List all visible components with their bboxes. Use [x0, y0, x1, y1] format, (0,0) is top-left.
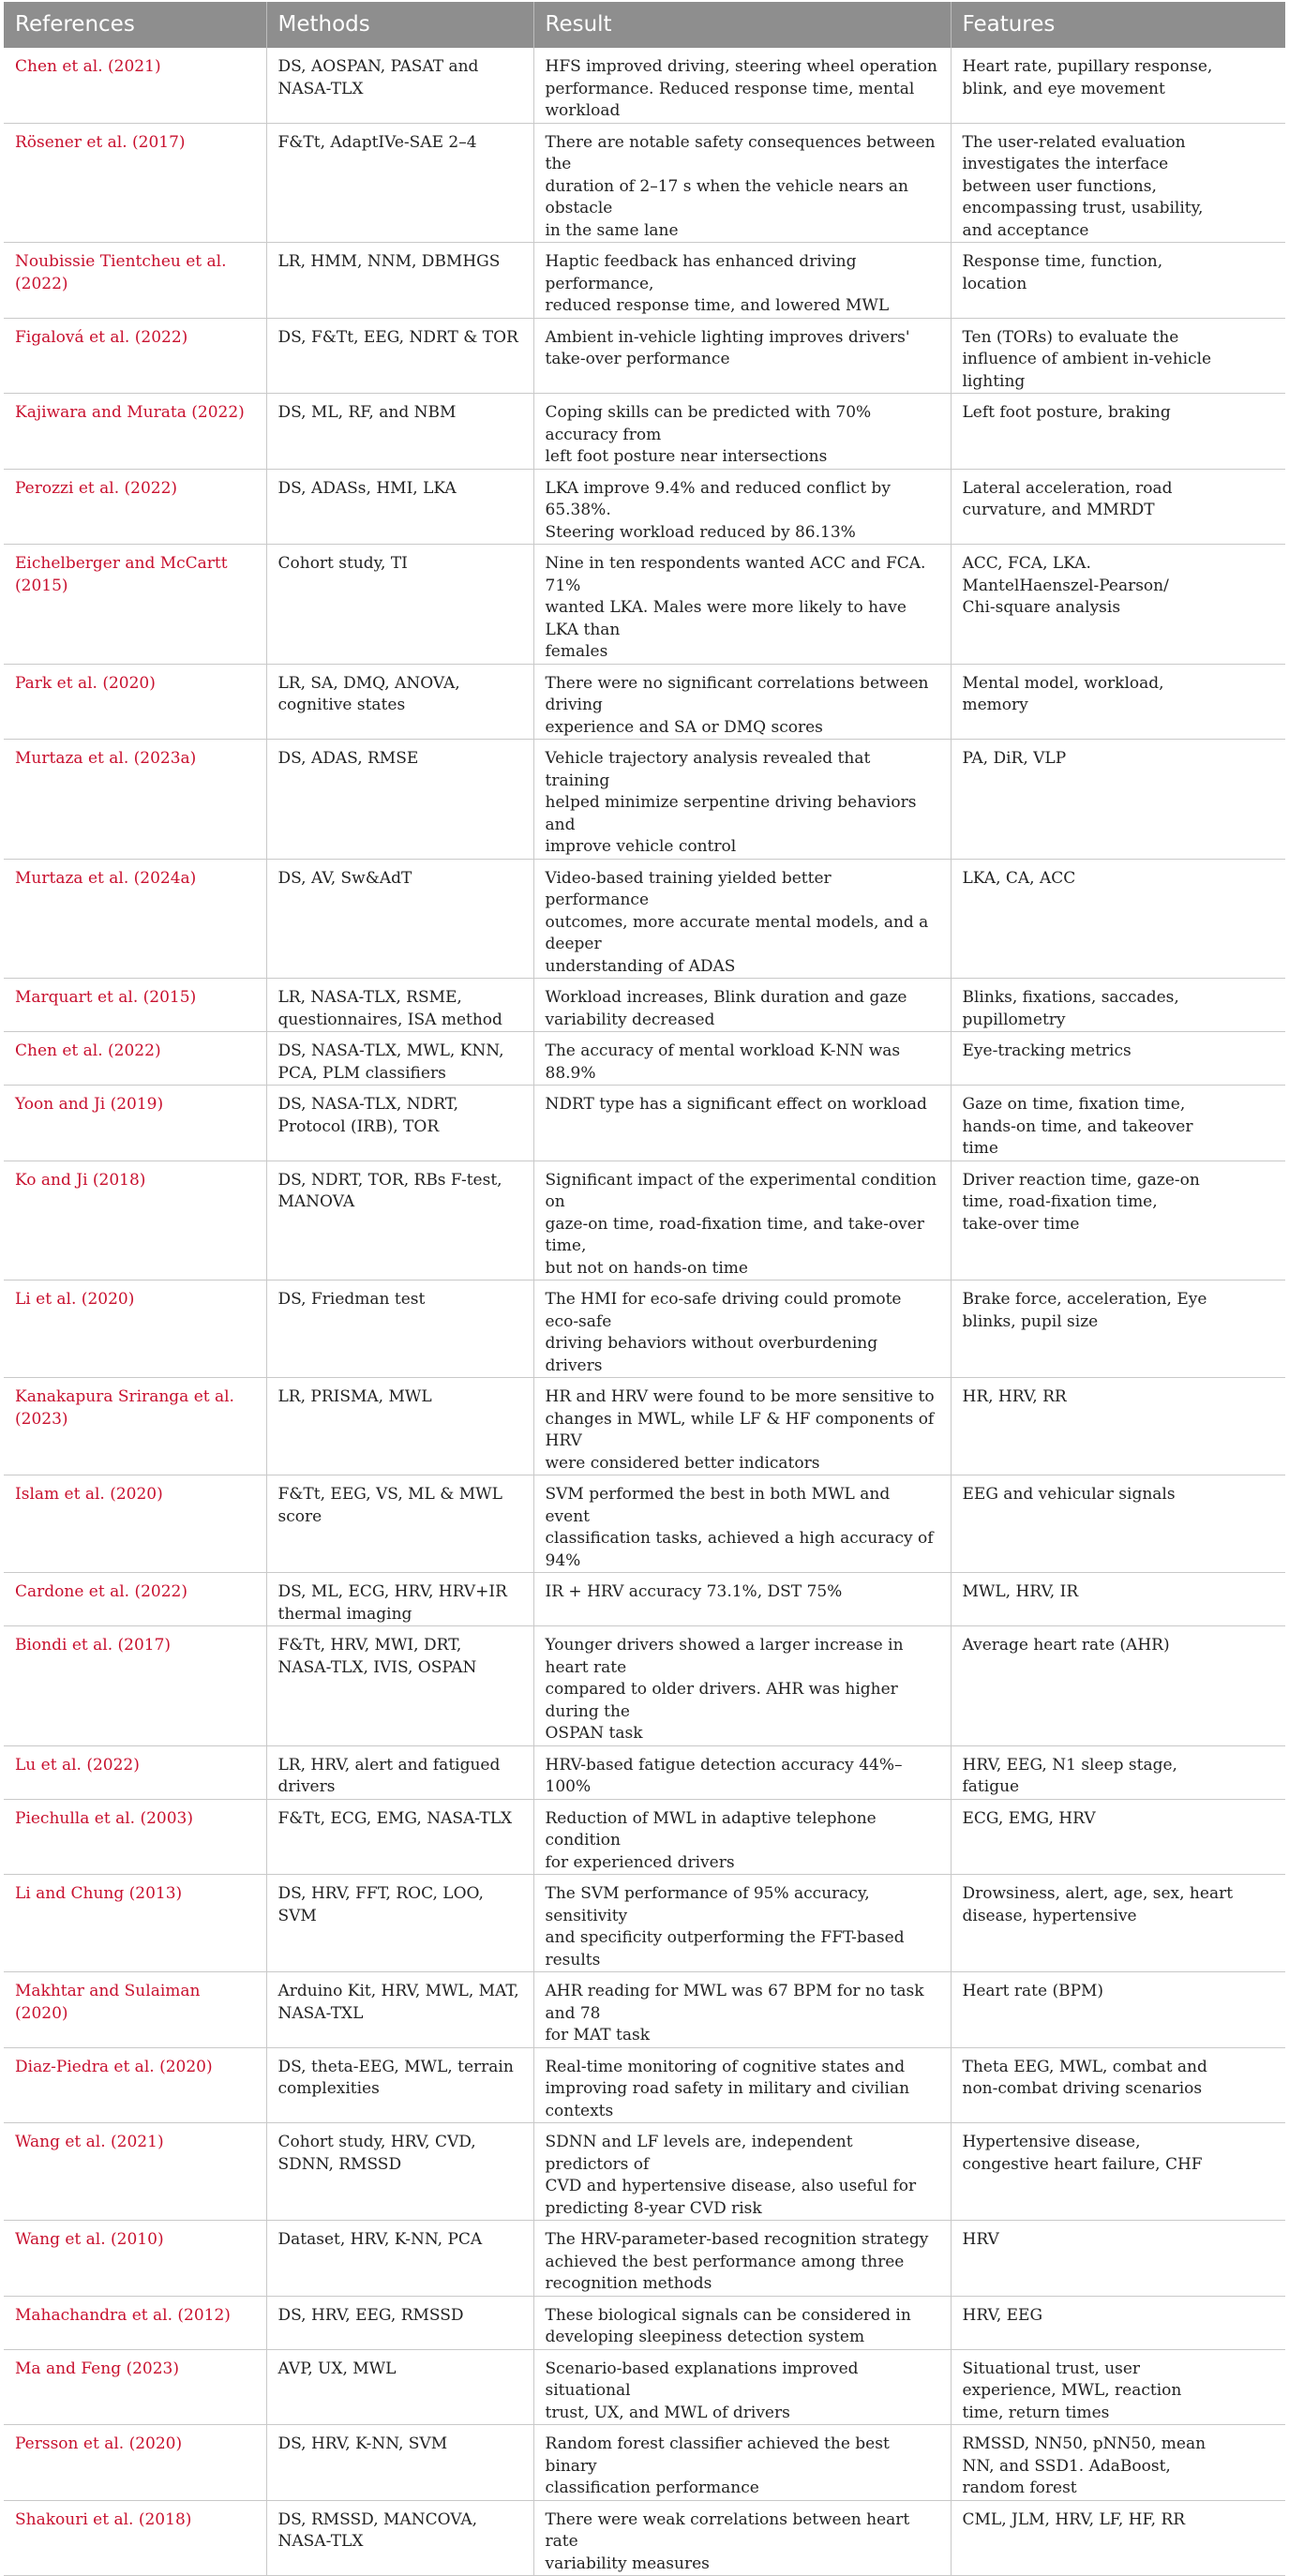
reference-cell	[4, 2123, 266, 2221]
reference-cell	[4, 2500, 266, 2576]
reference-link[interactable]: Makhtar and Sulaiman (2020)	[15, 1982, 201, 2023]
result-cell: Vehicle trajectory analysis revealed that training helped minimize serpentine driving behaviors and improve vehicle control	[533, 740, 951, 860]
reference-link[interactable]: Eichelberger and McCartt (2015)	[15, 554, 228, 595]
result-cell: The SVM performance of 95% accuracy, sensitivity and specificity outperforming the FFT-based results	[533, 1875, 951, 1972]
methods-cell: Arduino Kit, HRV, MWL, MAT, NASA-TXL	[266, 1972, 533, 2048]
result-cell: Random forest classifier achieved the best binary classification performance	[533, 2425, 951, 2501]
reference-cell	[4, 859, 266, 979]
methods-cell: LR, HRV, alert and fatigued drivers	[266, 1745, 533, 1799]
reference-link[interactable]: Rösener et al. (2017)	[15, 132, 186, 152]
reference-link[interactable]: Biondi et al. (2017)	[15, 1636, 172, 1655]
table-row	[4, 48, 1285, 123]
methods-cell: F&Tt, ECG, EMG, NASA-TLX	[266, 1799, 533, 1875]
result-cell: LKA improve 9.4% and reduced conflict by 65.38%. Steering workload reduced by 86.13%	[533, 469, 951, 545]
reference-cell	[4, 2047, 266, 2123]
table-row	[4, 1573, 1285, 1626]
reference-cell	[4, 1475, 266, 1573]
reference-link[interactable]: Perozzi et al. (2022)	[15, 478, 178, 498]
reference-cell	[4, 469, 266, 545]
reference-link[interactable]: Mahachandra et al. (2012)	[15, 2305, 231, 2325]
features-cell: HRV, EEG	[951, 2296, 1285, 2349]
reference-cell	[4, 123, 266, 243]
table-row	[4, 2123, 1285, 2221]
features-cell: HRV	[951, 2221, 1285, 2297]
features-cell: Lateral acceleration, road curvature, and MMRDT	[951, 469, 1285, 545]
result-cell: Coping skills can be predicted with 70% accuracy from left foot posture near intersections	[533, 394, 951, 470]
methods-cell: DS, AV, Sw&AdT	[266, 859, 533, 979]
table-row	[4, 318, 1285, 394]
header-methods: Methods	[266, 2, 533, 48]
reference-cell	[4, 2425, 266, 2501]
result-cell: IR + HRV accuracy 73.1%, DST 75%	[533, 1573, 951, 1626]
reference-cell	[4, 1875, 266, 1972]
result-cell: Workload increases, Blink duration and gaze variability decreased	[533, 979, 951, 1032]
header-result: Result	[533, 2, 951, 48]
features-cell: Mental model, workload, memory	[951, 664, 1285, 740]
reference-cell	[4, 243, 266, 319]
methods-cell: AVP, UX, MWL	[266, 2349, 533, 2425]
table-row	[4, 2296, 1285, 2349]
features-cell: Blinks, fixations, saccades, pupillometry	[951, 979, 1285, 1032]
reference-cell	[4, 545, 266, 665]
features-cell: CML, JLM, HRV, LF, HF, RR	[951, 2500, 1285, 2576]
reference-link[interactable]: Wang et al. (2021)	[15, 2133, 164, 2151]
result-cell: The accuracy of mental workload K-NN was 88.9%	[533, 1032, 951, 1086]
table-row	[4, 859, 1285, 979]
methods-cell: DS, NASA-TLX, NDRT, Protocol (IRB), TOR	[266, 1086, 533, 1161]
features-cell: The user-related evaluation investigates the interface between user functions, encompassing trust, usability, and acceptance	[951, 123, 1285, 243]
result-cell: Younger drivers showed a larger increase in heart rate compared to older drivers. AHR was higher during the OSPAN task	[533, 1626, 951, 1746]
reference-cell	[4, 740, 266, 860]
table-row	[4, 394, 1285, 470]
table-row	[4, 1626, 1285, 1746]
result-cell: HFS improved driving, steering wheel operation performance. Reduced response time, mental workload	[533, 48, 951, 123]
table-row	[4, 1281, 1285, 1378]
reference-link[interactable]: Figalová et al. (2022)	[15, 327, 188, 347]
features-cell: PA, DiR, VLP	[951, 740, 1285, 860]
header-references: References	[4, 2, 266, 48]
result-cell: The HRV-parameter-based recognition strategy achieved the best performance among three recognition methods	[533, 2221, 951, 2297]
features-cell: Driver reaction time, gaze-on time, road-fixation time, take-over time	[951, 1161, 1285, 1281]
reference-link[interactable]: Lu et al. (2022)	[15, 1755, 140, 1775]
table-row	[4, 1161, 1285, 1281]
table-row	[4, 664, 1285, 740]
reference-link[interactable]: Kajiwara and Murata (2022)	[15, 403, 245, 422]
table-row	[4, 1378, 1285, 1475]
features-cell: EEG and vehicular signals	[951, 1475, 1285, 1573]
result-cell: SVM performed the best in both MWL and event classification tasks, achieved a high accuracy of 94%	[533, 1475, 951, 1573]
reference-cell	[4, 1086, 266, 1161]
methods-cell: LR, SA, DMQ, ANOVA, cognitive states	[266, 664, 533, 740]
reference-link[interactable]: Yoon and Ji (2019)	[15, 1095, 164, 1114]
result-cell: NDRT type has a significant effect on workload	[533, 1086, 951, 1161]
table-row	[4, 1475, 1285, 1573]
table-row	[4, 1086, 1285, 1161]
table-row	[4, 2500, 1285, 2576]
methods-cell: DS, AOSPAN, PASAT and NASA-TLX	[266, 48, 533, 123]
reference-cell	[4, 1281, 266, 1378]
reference-link[interactable]: Murtaza et al. (2023a)	[15, 749, 197, 768]
reference-link[interactable]: Park et al. (2020)	[15, 673, 156, 693]
result-cell: Video-based training yielded better performance outcomes, more accurate mental models, and a deeper understanding of ADAS	[533, 859, 951, 979]
reference-link[interactable]: Murtaza et al. (2024a)	[15, 868, 197, 888]
result-cell: Real-time monitoring of cognitive states and improving road safety in military and civilian contexts	[533, 2047, 951, 2123]
reference-link[interactable]: Kanakapura Sriranga et al. (2023)	[15, 1387, 234, 1429]
methods-cell: DS, ML, RF, and NBM	[266, 394, 533, 470]
table-row	[4, 1972, 1285, 2048]
result-cell: AHR reading for MWL was 67 BPM for no task and 78 for MAT task	[533, 1972, 951, 2048]
table-row	[4, 1745, 1285, 1799]
reference-link[interactable]: Piechulla et al. (2003)	[15, 1808, 193, 1828]
result-cell: Reduction of MWL in adaptive telephone condition for experienced drivers	[533, 1799, 951, 1875]
table-row	[4, 123, 1285, 243]
features-cell: Theta EEG, MWL, combat and non-combat driving scenarios	[951, 2047, 1285, 2123]
features-cell: Situational trust, user experience, MWL, reaction time, return times	[951, 2349, 1285, 2425]
methods-cell: LR, PRISMA, MWL	[266, 1378, 533, 1475]
features-cell: Response time, function, location	[951, 243, 1285, 319]
result-cell: HR and HRV were found to be more sensitive to changes in MWL, while LF & HF components of HRV were considered better indicators	[533, 1378, 951, 1475]
result-cell: Haptic feedback has enhanced driving performance, reduced response time, and lowered MWL	[533, 243, 951, 319]
result-cell: The HMI for eco-safe driving could promote eco-safe driving behaviors without overburdening drivers	[533, 1281, 951, 1378]
reference-cell	[4, 1745, 266, 1799]
reference-cell	[4, 979, 266, 1032]
result-cell: Scenario-based explanations improved situational trust, UX, and MWL of drivers	[533, 2349, 951, 2425]
table-row	[4, 545, 1285, 665]
reference-link[interactable]: Islam et al. (2020)	[15, 1485, 163, 1504]
reference-cell	[4, 1378, 266, 1475]
features-cell: Hypertensive disease, congestive heart failure, CHF	[951, 2123, 1285, 2221]
reference-cell	[4, 1573, 266, 1626]
result-cell: HRV-based fatigue detection accuracy 44%–100%	[533, 1745, 951, 1799]
methods-cell: F&Tt, HRV, MWI, DRT, NASA-TLX, IVIS, OSPAN	[266, 1626, 533, 1746]
result-cell: There were weak correlations between heart rate variability measures	[533, 2500, 951, 2576]
methods-cell: Dataset, HRV, K-NN, PCA	[266, 2221, 533, 2297]
table-header	[4, 2, 1285, 48]
features-cell: ECG, EMG, HRV	[951, 1799, 1285, 1875]
reference-cell	[4, 1161, 266, 1281]
methods-cell: DS, HRV, K-NN, SVM	[266, 2425, 533, 2501]
reference-cell	[4, 2221, 266, 2297]
features-cell: MWL, HRV, IR	[951, 1573, 1285, 1626]
methods-cell: DS, NDRT, TOR, RBs F-test, MANOVA	[266, 1161, 533, 1281]
table-row	[4, 979, 1285, 1032]
methods-cell: DS, F&Tt, EEG, NDRT & TOR	[266, 318, 533, 394]
table-body	[4, 48, 1285, 2576]
features-cell: Ten (TORs) to evaluate the influence of ambient in-vehicle lighting	[951, 318, 1285, 394]
table-row	[4, 243, 1285, 319]
result-cell: Nine in ten respondents wanted ACC and FCA. 71% wanted LKA. Males were more likely to have LKA than females	[533, 545, 951, 665]
reference-link[interactable]: Persson et al. (2020)	[15, 2434, 183, 2453]
result-cell: There were no significant correlations between driving experience and SA or DMQ scores	[533, 664, 951, 740]
reference-cell	[4, 318, 266, 394]
reference-link[interactable]: Li and Chung (2013)	[15, 1884, 183, 1903]
result-cell: Significant impact of the experimental condition on gaze-on time, road-fixation time, and take-over time, but not on hands-on time	[533, 1161, 951, 1281]
reference-link[interactable]: Chen et al. (2022)	[15, 1041, 161, 1060]
reference-cell	[4, 1626, 266, 1746]
methods-cell: F&Tt, EEG, VS, ML & MWL score	[266, 1475, 533, 1573]
reference-cell	[4, 48, 266, 123]
table-row	[4, 2349, 1285, 2425]
reference-link[interactable]: Wang et al. (2010)	[15, 2230, 164, 2249]
table-container	[4, 2, 1285, 2576]
features-cell: Drowsiness, alert, age, sex, heart disease, hypertensive	[951, 1875, 1285, 1972]
methods-cell: DS, HRV, FFT, ROC, LOO, SVM	[266, 1875, 533, 1972]
methods-cell: DS, theta-EEG, MWL, terrain complexities	[266, 2047, 533, 2123]
reference-link[interactable]: Ma and Feng (2023)	[15, 2359, 180, 2378]
table-row	[4, 740, 1285, 860]
features-cell: LKA, CA, ACC	[951, 859, 1285, 979]
methods-cell: LR, HMM, NNM, DBMHGS	[266, 243, 533, 319]
features-cell: Gaze on time, fixation time, hands-on time, and takeover time	[951, 1086, 1285, 1161]
table-row	[4, 2047, 1285, 2123]
reference-link[interactable]: Cardone et al. (2022)	[15, 1582, 188, 1601]
features-cell: Heart rate, pupillary response, blink, and eye movement	[951, 48, 1285, 123]
reference-link[interactable]: Noubissie Tientcheu et al. (2022)	[15, 252, 227, 293]
methods-cell: DS, ML, ECG, HRV, HRV+IR thermal imaging	[266, 1573, 533, 1626]
methods-cell: DS, Friedman test	[266, 1281, 533, 1378]
reference-link[interactable]: Chen et al. (2021)	[15, 57, 161, 76]
header-row	[4, 2, 1285, 48]
table-row	[4, 1799, 1285, 1875]
table-row	[4, 2425, 1285, 2501]
reference-link[interactable]: Li et al. (2020)	[15, 1290, 135, 1309]
table-row	[4, 1875, 1285, 1972]
features-cell: Average heart rate (AHR)	[951, 1626, 1285, 1746]
reference-cell	[4, 394, 266, 470]
methods-cell: Cohort study, TI	[266, 545, 533, 665]
methods-cell: F&Tt, AdaptIVe-SAE 2–4	[266, 123, 533, 243]
reference-cell	[4, 664, 266, 740]
result-cell: There are notable safety consequences between the duration of 2–17 s when the vehicle nears an obstacle in the same lane	[533, 123, 951, 243]
features-cell: HR, HRV, RR	[951, 1378, 1285, 1475]
reference-link[interactable]: Shakouri et al. (2018)	[15, 2509, 192, 2529]
header-features: Features	[951, 2, 1285, 48]
methods-cell: DS, ADAS, RMSE	[266, 740, 533, 860]
reference-cell	[4, 2296, 266, 2349]
result-cell: Ambient in-vehicle lighting improves drivers' take-over performance	[533, 318, 951, 394]
features-cell: HRV, EEG, N1 sleep stage, fatigue	[951, 1745, 1285, 1799]
reference-cell	[4, 1972, 266, 2048]
reference-link[interactable]: Diaz-Piedra et al. (2020)	[15, 2057, 213, 2076]
methods-cell: DS, ADASs, HMI, LKA	[266, 469, 533, 545]
reference-link[interactable]: Marquart et al. (2015)	[15, 988, 197, 1007]
table-row	[4, 469, 1285, 545]
methods-cell: DS, RMSSD, MANCOVA, NASA-TLX	[266, 2500, 533, 2576]
table-row	[4, 1032, 1285, 1086]
references-table	[4, 2, 1285, 2576]
reference-cell	[4, 1799, 266, 1875]
reference-cell	[4, 1032, 266, 1086]
features-cell: Heart rate (BPM)	[951, 1972, 1285, 2048]
methods-cell: LR, NASA-TLX, RSME, questionnaires, ISA method	[266, 979, 533, 1032]
features-cell: RMSSD, NN50, pNN50, mean NN, and SSD1. AdaBoost, random forest	[951, 2425, 1285, 2501]
reference-link[interactable]: Ko and Ji (2018)	[15, 1170, 146, 1190]
methods-cell: DS, NASA-TLX, MWL, KNN, PCA, PLM classifiers	[266, 1032, 533, 1086]
result-cell: These biological signals can be considered in developing sleepiness detection system	[533, 2296, 951, 2349]
reference-cell	[4, 2349, 266, 2425]
table-row	[4, 2221, 1285, 2297]
features-cell: ACC, FCA, LKA. MantelHaenszel-Pearson/ Chi-square analysis	[951, 545, 1285, 665]
features-cell: Eye-tracking metrics	[951, 1032, 1285, 1086]
methods-cell: DS, HRV, EEG, RMSSD	[266, 2296, 533, 2349]
result-cell: SDNN and LF levels are, independent predictors of CVD and hypertensive disease, also useful for predicting 8-year CVD risk	[533, 2123, 951, 2221]
methods-cell: Cohort study, HRV, CVD, SDNN, RMSSD	[266, 2123, 533, 2221]
features-cell: Left foot posture, braking	[951, 394, 1285, 470]
features-cell: Brake force, acceleration, Eye blinks, pupil size	[951, 1281, 1285, 1378]
